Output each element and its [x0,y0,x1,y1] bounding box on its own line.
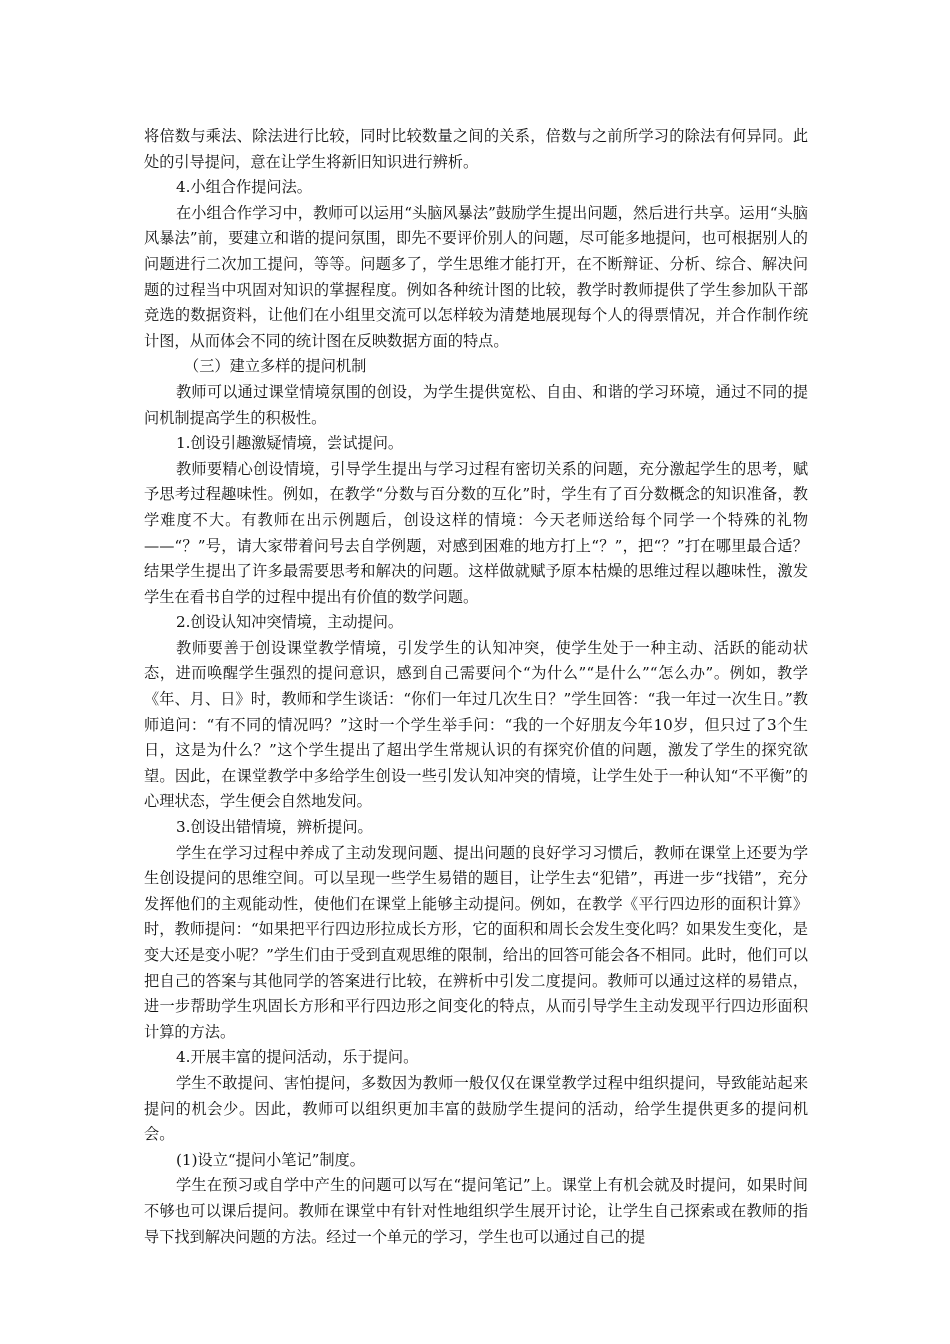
paragraph-environment: 教师可以通过课堂情境氛围的创设，为学生提供宽松、自由、和谐的学习环境，通过不同的提问机制提高学生的积极性。 [144,382,808,427]
section-heading-mechanisms: （三）建立多样的提问机制 [184,357,367,376]
subheading-interest-situation: 1.创设引趣激疑情境，尝试提问。 [176,434,404,453]
subheading-error-situation: 3.创设出错情境，辨析提问。 [176,818,373,837]
paragraph-error-situation: 学生在学习过程中养成了主动发现问题、提出问题的良好学习习惯后，教师在课堂上还要为学生创设提问的思维空间。可以呈现一些学生易错的题目，让学生去“犯错”，再进一步“找错”，充分发挥他们的主观能动性，使他们在课堂上能够主动提问。例如，在教学《平行四边形的面积计算》时，教师提问：“如果把平行四边形拉成长方形，它的面积和周长会发生变化吗？如果发生变化，是变大还是变小呢？”学生们由于受到直观思维的限制，给出的回答可能会各不相同。此时，他们可以把自己的答案与其他同学的答案进行比较，在辨析中引发二度提问。教师可以通过这样的易错点，进一步帮助学生巩固长方形和平行四边形之间变化的特点，从而引导学生主动发现平行四边形面积计算的方法。 [144,843,808,1041]
paragraph-cognitive-conflict: 教师要善于创设课堂教学情境，引发学生的认知冲突，使学生处于一种主动、活跃的能动状态，进而唤醒学生强烈的提问意识，感到自己需要问个“为什么”“是什么”“怎么办”。例如，教学《年、月、日》时，教师和学生谈话：“你们一年过几次生日？”学生回答：“我一年过一次生日。”教师追问：“有不同的情况吗？”这时一个学生举手问：“我的一个好朋友今年10岁，但只过了3个生日，这是为什么？”这个学生提出了超出学生常规认识的有探究价值的问题，激发了学生的探究欲望。因此，在课堂教学中多给学生创设一些引发认知冲突的情境，让学生处于一种认知“不平衡”的心理状态，学生便会自然地发问。 [144,638,808,811]
paragraph-continued: 将倍数与乘法、除法进行比较，同时比较数量之间的关系，倍数与之前所学习的除法有何异同。此处的引导提问，意在让学生将新旧知识进行辨析。 [144,127,808,171]
document-page [144,124,808,1250]
subheading-rich-activities: 4.开展丰富的提问活动，乐于提问。 [176,1048,419,1067]
paragraph-interest-situation: 教师要精心创设情境，引导学生提出与学习过程有密切关系的问题，充分激起学生的思考，赋予思考过程趣味性。例如，在教学“分数与百分数的互化”时，学生有了百分数概念的知识准备，教学难度不大。有教师在出示例题后，创设这样的情境：今天老师送给每个同学一个特殊的礼物——“？”号，请大家带着问号去自学例题，对感到困难的地方打上“？”，把“？”打在哪里最合适？结果学生提出了许多最需要思考和解决的问题。这样做就赋予原本枯燥的思维过程以趣味性，激发学生在看书自学的过程中提出有价值的数学问题。 [144,459,808,606]
paragraph-question-notes: 学生在预习或自学中产生的问题可以写在“提问笔记”上。课堂上有机会就及时提问，如果时间不够也可以课后提问。教师在课堂中有针对性地组织学生展开讨论，让学生自己探索或在教师的指导下找到解决问题的方法。经过一个单元的学习，学生也可以通过自己的提 [144,1176,808,1246]
subheading-cognitive-conflict: 2.创设认知冲突情境，主动提问。 [176,613,404,632]
paragraph-brainstorming: 在小组合作学习中，教师可以运用“头脑风暴法”鼓励学生提出问题，然后进行共享。运用“头脑风暴法”前，要建立和谐的提问氛围，即先不要评价别人的问题，尽可能多地提问，也可根据别人的问题进行二次加工提问，等等。问题多了，学生思维才能打开，在不断辩证、分析、综合、解决问题的过程当中巩固对知识的掌握程度。例如各种统计图的比较，教学时教师提供了学生参加队干部竞选的数据资料，让他们在小组里交流可以怎样较为清楚地展现每个人的得票情况，并合作制作统计图，从而体会不同的统计图在反映数据方面的特点。 [144,203,808,350]
paragraph-rich-activities: 学生不敢提问、害怕提问，多数因为教师一般仅仅在课堂教学过程中组织提问，导致能站起来提问的机会少。因此，教师可以组织更加丰富的鼓励学生提问的活动，给学生提供更多的提问机会。 [144,1073,808,1144]
subheading-group-questioning: 4.小组合作提问法。 [176,178,312,197]
subheading-question-notes: (1)设立“提问小笔记”制度。 [176,1150,365,1169]
